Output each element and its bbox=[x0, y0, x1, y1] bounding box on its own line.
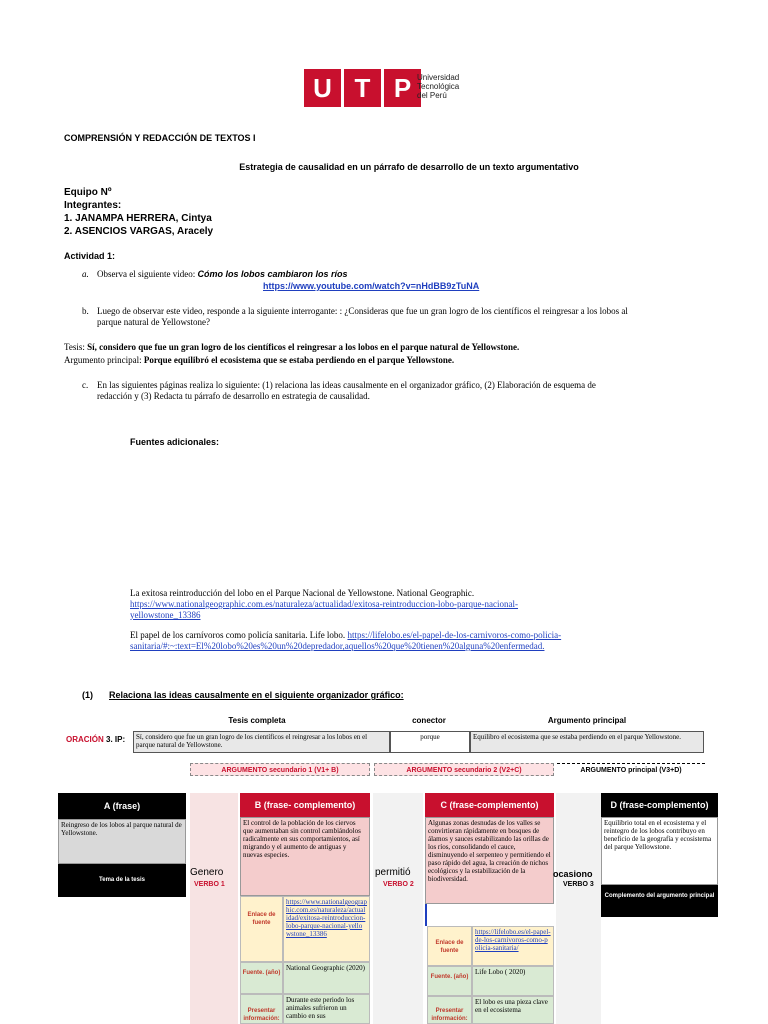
oracion-label: ORACIÓN bbox=[66, 735, 104, 744]
document-subtitle: Estrategia de causalidad en un párrafo de desarrollo de un texto argumentativo bbox=[239, 162, 579, 172]
verb-2-column bbox=[373, 793, 423, 1024]
tesis-line bbox=[64, 342, 519, 352]
verb-1-column bbox=[190, 793, 238, 1024]
box-b-enlace-label: Enlace de fuente bbox=[240, 896, 283, 962]
item-c-line2: redacción y (3) Redacta tu párrafo de desarrollo en estrategia de causalidad. bbox=[97, 391, 370, 401]
source-1 bbox=[130, 588, 650, 621]
tesis-cell: Sí, considero que fue un gran logro de los científicos el reingresar a los lobos en el parque natural de Yellowstone. bbox=[133, 731, 390, 753]
item-a-marker: a. bbox=[82, 269, 89, 279]
box-c-presentar-label: Presentar información: bbox=[427, 996, 472, 1024]
tesis-label: Tesis: bbox=[64, 342, 88, 352]
conector-cell: porque bbox=[390, 731, 470, 753]
logo-text bbox=[417, 73, 459, 100]
col-conector-header: conector bbox=[412, 716, 446, 725]
logo-letter-p: P bbox=[384, 69, 421, 107]
organizer-heading: Relaciona las ideas causalmente en el siguiente organizador gráfico: bbox=[109, 690, 404, 700]
box-b-fuente: National Geographic (2020) bbox=[283, 962, 370, 994]
team-block bbox=[64, 186, 213, 238]
verb-2-label: VERBO 2 bbox=[383, 881, 414, 888]
box-d-title: D (frase-complemento) bbox=[601, 793, 718, 817]
course-title: COMPRENSIÓN Y REDACCIÓN DE TEXTOS I bbox=[64, 133, 256, 143]
source-2 bbox=[130, 630, 650, 652]
box-c-fuente-label: Fuente. (año) bbox=[427, 966, 472, 996]
verb-2-word: permitió bbox=[375, 867, 411, 878]
argument-label: Argumento principal: bbox=[64, 355, 144, 365]
team-member-1: 1. JANAMPA HERRERA, Cintya bbox=[64, 213, 212, 224]
argument-principal-header: ARGUMENTO principal (V3+D) bbox=[557, 763, 705, 776]
box-a-title: A (frase) bbox=[58, 793, 186, 819]
logo-line1: Universidad bbox=[417, 73, 460, 82]
source-2-link-line1[interactable]: https://lifelobo.es/el-papel-de-los-carnivoros-como-policia- bbox=[347, 630, 562, 640]
source-2-link-line2[interactable]: sanitaria/#:~:text=El%20lobo%20es%20un%20depredador,aquellos%20que%20tienen%20alguna%20enfermedad. bbox=[130, 641, 545, 651]
team-number: Equipo Nº bbox=[64, 187, 112, 198]
item-c-marker: c. bbox=[82, 380, 89, 390]
argument-secondary-1-header: ARGUMENTO secundario 1 (V1+ B) bbox=[190, 763, 370, 776]
box-b-enlace-link[interactable]: https://www.nationalgeographic.com.es/naturaleza/actualidad/exitosa-reintroduccion-lobo-parque-nacional-yellowstone_13386 bbox=[283, 896, 370, 962]
item-c-line1: En las siguientes páginas realiza lo siguiente: (1) relaciona las ideas causalmente en el organizador gráfico, (2) Elaboración de esquema de bbox=[97, 380, 596, 390]
argument-text: Porque equilibró el ecosistema que se estaba perdiendo en el parque Yellowstone. bbox=[143, 355, 455, 365]
logo-letter-u: U bbox=[304, 69, 341, 107]
verb-1-word: Genero bbox=[190, 867, 224, 878]
source-2-text: El papel de los carnívoros como policía sanitaria. Life lobo. bbox=[130, 630, 348, 640]
verb-1-label: VERBO 1 bbox=[194, 881, 225, 888]
argument-secondary-2-header: ARGUMENTO secundario 2 (V2+C) bbox=[374, 763, 554, 776]
item-a bbox=[97, 269, 348, 279]
sources-heading: Fuentes adicionales: bbox=[130, 437, 220, 447]
organizer-heading-num: (1) bbox=[82, 690, 93, 700]
oracion-label-block bbox=[66, 735, 125, 744]
box-c-presentar: El lobo es una pieza clave en el ecosistema bbox=[472, 996, 554, 1024]
box-c-enlace-link[interactable]: https://lifelobo.es/el-papel-de-los-carnivoros-como-policia-sanitaria/ bbox=[472, 926, 554, 966]
box-d-text: Equilibrio total en el ecosistema y el reintegro de los lobos contribuyo en beneficio de la geografía y ecosistema del parque Yellowstone. bbox=[601, 817, 718, 885]
box-a-footer: Tema de la tesis bbox=[58, 864, 186, 897]
tesis-text: Sí, considero que fue un gran logro de los científicos el reingresar a los lobos en el parque natural de Yellowstone. bbox=[87, 342, 520, 352]
col-tesis-header: Tesis completa bbox=[228, 716, 286, 725]
verb-3-column bbox=[556, 793, 601, 1024]
item-c bbox=[97, 380, 707, 402]
team-member-2: 2. ASENCIOS VARGAS, Aracely bbox=[64, 226, 214, 237]
box-c-title: C (frase-complemento) bbox=[425, 793, 554, 817]
box-c-enlace-label: Enlace de fuente bbox=[427, 926, 472, 966]
box-b-presentar-label: Presentar información: bbox=[240, 994, 283, 1024]
source-2-line1 bbox=[130, 630, 650, 641]
box-b-presentar: Durante este periodo los animales sufrieron un cambio en sus bbox=[283, 994, 370, 1024]
source-1-link-line1[interactable]: https://www.nationalgeographic.com.es/naturaleza/actualidad/exitosa-reintroduccion-lobo-parque-nacional- bbox=[130, 599, 519, 609]
box-d-footer: Complemento del argumento principal bbox=[601, 885, 718, 917]
activity-title: Actividad 1: bbox=[64, 251, 116, 261]
item-a-video-link[interactable]: https://www.youtube.com/watch?v=nHdBB9zTuNA bbox=[263, 281, 480, 291]
box-b-text: El control de la población de los ciervos que aumentaban sin control cambiándolos radicalmente en sus comportamientos, así migrando y el aumento de antiguas y nuevas especies. bbox=[240, 817, 370, 896]
box-b-fuente-label: Fuente. (año) bbox=[240, 962, 283, 994]
verb-3-word: ocasiono bbox=[553, 869, 593, 879]
logo-line3: del Perú bbox=[417, 91, 447, 100]
item-a-video-title: Cómo los lobos cambiaron los ríos bbox=[197, 269, 348, 279]
box-c-cursor bbox=[425, 904, 427, 926]
box-c-fuente: Life Lobo ( 2020) bbox=[472, 966, 554, 996]
col-argumento-header: Argumento principal bbox=[547, 716, 627, 725]
source-1-text: La exitosa reintroducción del lobo en el Parque Nacional de Yellowstone. National Geographic. bbox=[130, 588, 475, 598]
source-1-link-line2[interactable]: yellowstone_13386 bbox=[130, 610, 201, 620]
logo-letter-t: T bbox=[344, 69, 381, 107]
box-b-title: B (frase- complemento) bbox=[240, 793, 370, 817]
box-c-text: Algunas zonas desnudas de los valles se convirtieran rápidamente en bosques de álamos y sauces estabilizando las orillas de los ríos, consolidando el cauce, disminuyendo el serpenteo y permitiendo el paso rápido del agua, la creación de nichos ecológicos y la estabilización de la biodiversidad. bbox=[425, 817, 554, 904]
item-b bbox=[97, 306, 707, 328]
item-b-line1: Luego de observar este video, responde a la siguiente interrogante: : ¿Consideras que fue un gran logro de los científicos el reingresar a los lobos al bbox=[97, 306, 628, 316]
logo-line2: Tecnológica bbox=[417, 82, 460, 91]
item-a-text: Observa el siguiente video: bbox=[97, 269, 198, 279]
oracion-number: 3. IP: bbox=[106, 735, 126, 744]
item-b-line2: parque natural de Yellowstone? bbox=[97, 317, 210, 327]
argumento-cell: Equilibro el ecosistema que se estaba perdiendo en el parque Yellowstone. bbox=[470, 731, 704, 753]
verb-3-label: VERBO 3 bbox=[563, 881, 594, 888]
argument-line bbox=[64, 355, 454, 365]
item-b-marker: b. bbox=[82, 306, 89, 316]
box-a-text: Reingreso de los lobos al parque natural de Yellowstone. bbox=[58, 819, 186, 864]
team-integrantes: Integrantes: bbox=[64, 200, 122, 211]
